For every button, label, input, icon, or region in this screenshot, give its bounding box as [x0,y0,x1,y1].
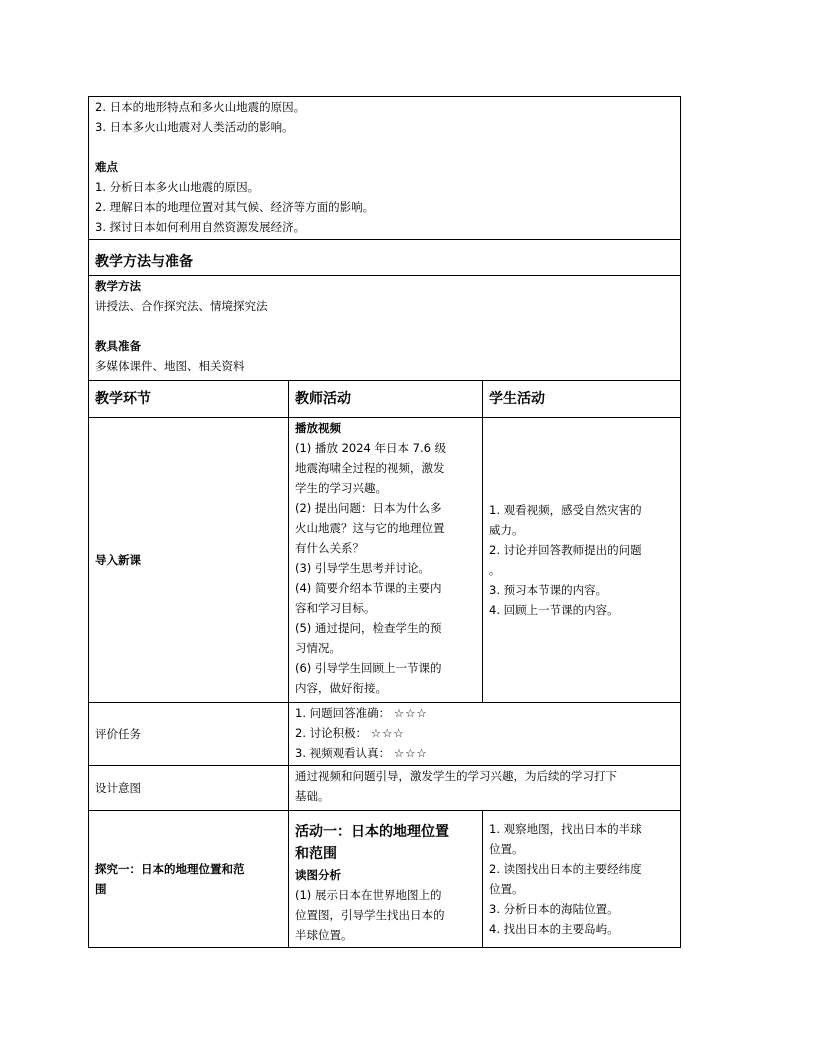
difficulty-line: 3. 探讨日本如何利用自然资源发展经济。 [95,220,306,234]
rating-stars: ☆☆☆ [393,706,428,720]
explore-stage-line: 围 [95,882,107,896]
teacher-line: 地震海啸全过程的视频，激发 [295,461,445,475]
evaluation-row [89,703,681,766]
difficulty-line: 1. 分析日本多火山地震的原因。 [95,180,260,194]
header-student-activity: 学生活动 [483,381,681,418]
explore-teacher-heading: 读图分析 [295,868,341,882]
student-line: 。 [489,563,501,577]
intro-row [89,418,681,703]
teacher-line: 容和学习目标。 [295,601,376,615]
student-line: 威力。 [489,523,524,537]
explore-row [89,811,681,948]
design-intent-row [89,766,681,811]
teacher-line: 习情况。 [295,641,341,655]
student-line: 位置。 [489,882,524,896]
explore-stage-cell [89,811,289,948]
rating-stars: ☆☆☆ [393,746,428,760]
student-line: 1. 观看视频，感受自然灾害的 [489,503,642,517]
intro-stage-cell [89,418,289,703]
student-line: 4. 找出日本的主要岛屿。 [489,922,619,936]
evaluation-label-cell [89,703,289,766]
difficulty-heading: 难点 [95,160,118,174]
table-header-row [89,381,681,418]
design-line: 通过视频和问题引导，激发学生的学习兴趣，为后续的学习打下 [295,769,617,783]
teacher-line: (6) 引导学生回顾上一节课的 [295,661,442,675]
intro-teacher-heading: 播放视频 [295,421,341,435]
key-point-line: 2. 日本的地形特点和多火山地震的原因。 [95,100,306,114]
teacher-line: 学生的学习兴趣。 [295,481,387,495]
method-text: 讲授法、合作探究法、情境探究法 [95,299,268,313]
intro-teacher-cell [289,418,483,703]
teacher-line: 位置图，引导学生找出日本的 [295,908,445,922]
explore-teacher-cell [289,811,483,948]
method-heading: 教学方法 [95,279,141,293]
intro-student-cell [483,418,681,703]
tools-heading: 教具准备 [95,339,141,353]
tools-text: 多媒体课件、地图、相关资料 [95,359,245,373]
header-teaching-stage: 教学环节 [89,381,289,418]
student-line: 位置。 [489,842,524,856]
difficulty-line: 2. 理解日本的地理位置对其气候、经济等方面的影响。 [95,200,375,214]
design-line: 基础。 [295,789,330,803]
teacher-line: (1) 播放 2024 年日本 7.6 级 [295,441,447,455]
teacher-line: 内容，做好衔接。 [295,681,387,695]
student-line: 4. 回顾上一节课的内容。 [489,603,619,617]
student-line: 2. 讨论并回答教师提出的问题 [489,543,642,557]
teacher-line: (3) 引导学生思考并讨论。 [295,561,430,575]
teacher-line: (4) 简要介绍本节课的主要内 [295,581,442,595]
student-line: 1. 观察地图，找出日本的半球 [489,822,642,836]
design-label-cell [89,766,289,811]
key-points-cell [89,97,681,240]
teacher-line: (5) 通过提问，检查学生的预 [295,621,442,635]
teacher-line: 火山地震？这与它的地理位置 [295,521,445,535]
design-text-cell [289,766,681,811]
teacher-line: 有什么关系？ [295,541,364,555]
explore-stage-line: 探究一：日本的地理位置和范 [95,862,245,876]
teacher-line: (1) 展示日本在世界地图上的 [295,888,442,902]
methods-content-cell [89,276,681,381]
rating-stars: ☆☆☆ [370,726,405,740]
methods-content-row [89,276,681,381]
key-points-row [89,97,681,240]
teacher-line: 半球位置。 [295,928,353,942]
evaluation-item: 3. 视频观看认真： ☆☆☆ [295,746,428,760]
student-line: 2. 读图找出日本的主要经纬度 [489,862,642,876]
design-label: 设计意图 [95,781,141,795]
student-line: 3. 预习本节课的内容。 [489,583,608,597]
evaluation-item: 1. 问题回答准确： ☆☆☆ [295,706,428,720]
intro-stage-label: 导入新课 [95,553,141,567]
key-point-line: 3. 日本多火山地震对人类活动的影响。 [95,120,294,134]
evaluation-items-cell [289,703,681,766]
methods-section-title: 教学方法与准备 [89,240,681,276]
evaluation-label: 评价任务 [95,727,141,741]
methods-title-row [89,240,681,276]
lesson-plan-page [88,96,680,948]
lesson-plan-table [88,96,681,948]
explore-student-cell [483,811,681,948]
student-line: 3. 分析日本的海陆位置。 [489,902,619,916]
evaluation-item: 2. 讨论积极： ☆☆☆ [295,726,405,740]
activity-title: 活动一：日本的地理位置 [295,824,449,840]
activity-title: 和范围 [295,846,337,862]
header-teacher-activity: 教师活动 [289,381,483,418]
teacher-line: (2) 提出问题：日本为什么多 [295,501,442,515]
